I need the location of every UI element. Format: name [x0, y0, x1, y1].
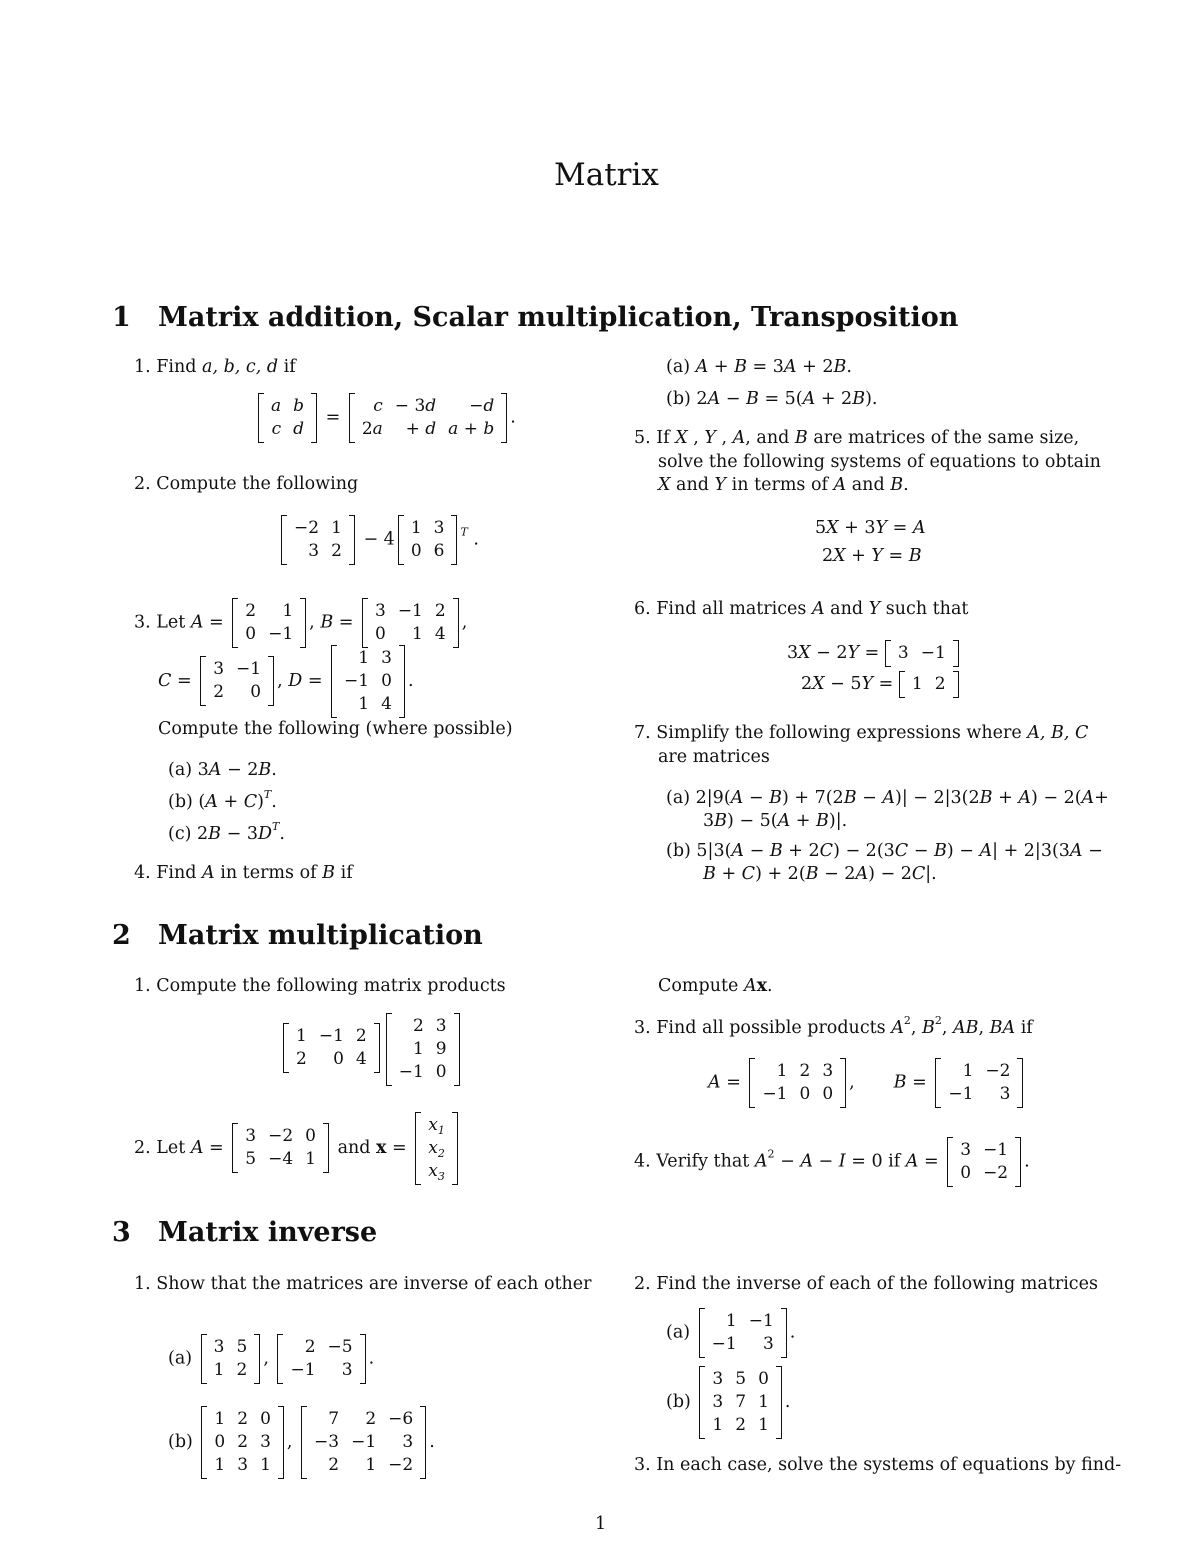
problem-3-1-a: (a) 3 5 1 2 , 2 −5 −1 3 . [168, 1334, 374, 1384]
problem-1-7-a2: 3B) − 5(A + B)|. [703, 811, 848, 831]
problem-3-1-b: (b) 1 2 0 0 2 3 1 3 1 , 7 2 −6 −3 −1 3 2 1 −2 . [168, 1406, 435, 1479]
problem-1-3-b: (b) $(A + C)^T$. [168, 788, 277, 812]
problem-1-4-b: (b) 2A − B = 5(A + 2B). [666, 389, 878, 409]
problem-1-2: 2. Compute the following [134, 474, 359, 494]
problem-3-1: 1. Show that the matrices are inverse of each other [134, 1274, 592, 1294]
equation-1-2: −2 1 3 2 − 4 1 3 0 6 $^T$ . [278, 515, 479, 565]
equation-2-3: A = 1 2 3 −1 0 0 , B = 1 −2 −1 3 [708, 1058, 1026, 1108]
problem-1-1: 1. Find a, b, c, d if [134, 357, 296, 377]
equation-1-6b: 2X − 5Y = 1 2 [801, 671, 959, 698]
problem-2-3: 3. Find all possible products $A^2$, $B^2$, AB, BA if [634, 1014, 1033, 1038]
section-1-heading: 1 Matrix addition, Scalar multiplication, Transposition [112, 302, 959, 333]
problem-1-7-line2: are matrices [658, 747, 770, 767]
problem-1-3-c: (c) $2B - 3D^T$. [168, 820, 285, 844]
problem-1-3-a: (a) 3A − 2B. [168, 760, 277, 780]
problem-1-5-line3: X and Y in terms of A and B. [658, 475, 909, 495]
problem-3-2-b: (b) 3 5 0 3 7 1 1 2 1 . [666, 1366, 790, 1439]
equation-2-1: 1 −1 2 2 0 4 2 3 1 9 −1 0 [280, 1013, 463, 1086]
problem-3-2: 2. Find the inverse of each of the following matrices [634, 1274, 1098, 1294]
problem-1-5-line2: solve the following systems of equations to obtain [658, 452, 1101, 472]
problem-1-3-text: Compute the following (where possible) [158, 719, 513, 739]
problem-1-4-a: (a) A + B = 3A + 2B. [666, 357, 852, 377]
problem-2-2-cont: Compute Ax. [658, 976, 773, 996]
equation-1-6a: 3X − 2Y = 3 −1 [787, 640, 959, 667]
problem-1-7-a1: (a) 2|9(A − B) + 7(2B − A)| − 2|3(2B + A) − 2(A+ [666, 788, 1109, 808]
problem-1-7-b1: (b) 5|3(A − B + 2C) − 2(3C − B) − A| + 2|3(3A − [666, 841, 1103, 861]
problem-1-5: 5. If X , Y , A, and B are matrices of the same size, [634, 428, 1080, 448]
section-3-heading: 3 Matrix inverse [112, 1217, 378, 1248]
problem-2-2: 2. Let A = 3 −2 0 5 −4 1 and x = $x_1$ $x_2$ $x_3$ [134, 1112, 461, 1185]
equation-1-5a: 5X + 3Y = A [815, 518, 926, 538]
problem-2-4: 4. Verify that $A^2 - A - I = 0$ if A = 3 −1 0 −2 . [634, 1137, 1030, 1187]
problem-1-3-cd: C = 3 −1 2 0 , D = 1 3 −1 0 1 4 . [158, 645, 414, 718]
problem-1-6: 6. Find all matrices A and Y such that [634, 599, 969, 619]
equation-1-1: a b c d = c − 3d −d 2a + d a + b . [255, 393, 516, 443]
page-title: Matrix [554, 157, 659, 193]
problem-3-3: 3. In each case, solve the systems of equations by find- [634, 1455, 1122, 1475]
problem-2-1: 1. Compute the following matrix products [134, 976, 506, 996]
problem-1-7: 7. Simplify the following expressions where A, B, C [634, 723, 1089, 743]
section-2-heading: 2 Matrix multiplication [112, 920, 483, 951]
problem-1-3: 3. Let A = 2 1 0 −1 , B = 3 −1 2 0 1 4 , [134, 598, 467, 648]
page-number: 1 [595, 1514, 607, 1534]
problem-3-2-a: (a) 1 −1 −1 3 . [666, 1308, 795, 1358]
equation-1-5b: 2X + Y = B [822, 546, 922, 566]
problem-1-4: 4. Find A in terms of B if [134, 863, 353, 883]
problem-1-7-b2: B + C) + 2(B − 2A) − 2C|. [703, 864, 937, 884]
